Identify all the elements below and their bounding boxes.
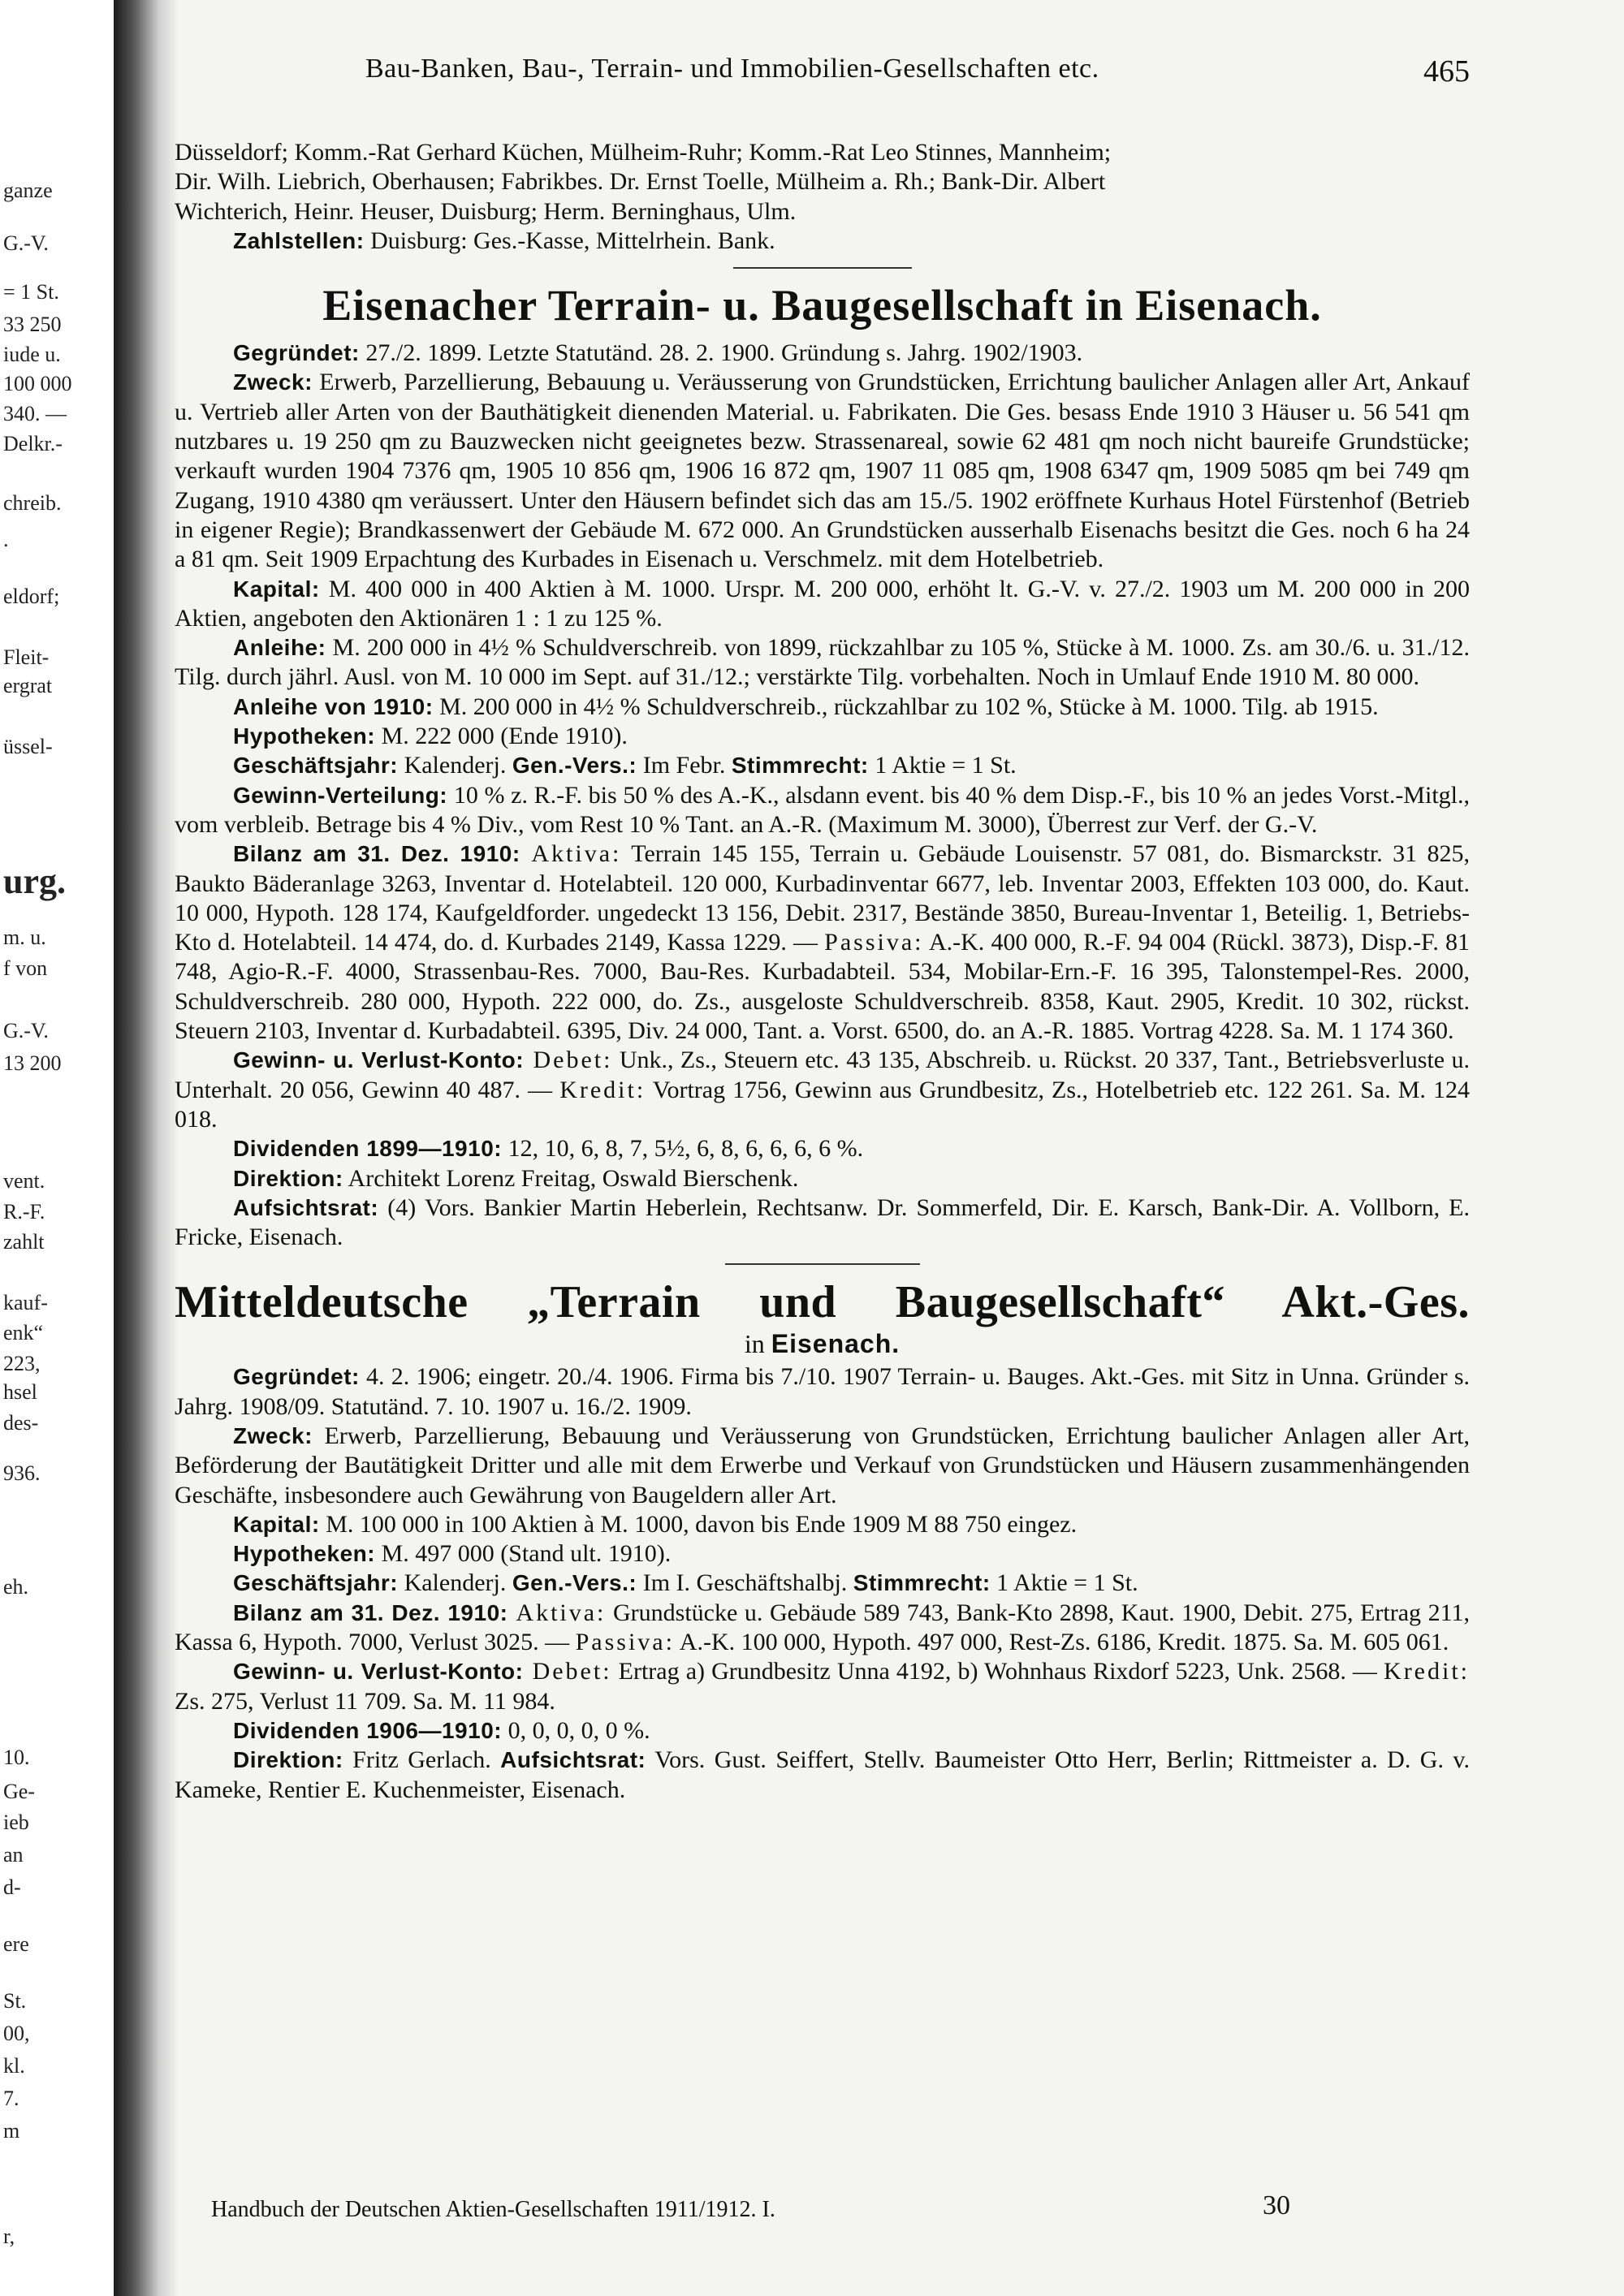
field-label: Zweck:: [233, 369, 313, 395]
field-sublabel: Passiva:: [824, 929, 924, 956]
field-label: Aufsichtsrat:: [500, 1747, 646, 1773]
field-label: Aufsichtsrat:: [233, 1194, 379, 1220]
facing-page-fragment: r,: [3, 2225, 15, 2248]
field-text: Zs. 275, Verlust 11 709. Sa. M. 11 984.: [175, 1687, 555, 1715]
facing-page-fragment: an: [3, 1843, 24, 1867]
field-text: Im I. Geschäftshalbj.: [637, 1569, 853, 1597]
entry-kapital: [175, 1510, 1470, 1539]
field-label: Hypotheken:: [233, 723, 376, 749]
facing-page-fragment: zahlt: [3, 1230, 45, 1254]
field-text: Grundstücke u. Gebäude 589 743, Bank-Kto 2898, Kaut. 1900, Debit. 275, Ertrag 211, Kassa 6, Hypoth. 7000, Verlust 3025. —: [175, 1599, 1470, 1656]
entry-gegruendet: [175, 1362, 1470, 1422]
field-label: Geschäftsjahr:: [233, 753, 399, 779]
field-label: Gewinn-Verteilung:: [233, 782, 448, 808]
facing-page-fragment: 340. —: [3, 402, 67, 425]
page-footer: [211, 2190, 1348, 2233]
field-text: M. 200 000 in 4½ % Schuldverschreib., rückzahlbar zu 102 %, Stücke à M. 1000. Tilg. ab 1915.: [433, 693, 1379, 720]
entry-title: Mitteldeutsche „Terrain und Baugesellschaft“ Akt.-Ges.: [175, 1277, 1470, 1328]
facing-page-fragment: .: [3, 528, 9, 551]
entry-gewinn-verlust: [175, 1046, 1470, 1134]
entry-subtitle: [175, 1328, 1470, 1359]
facing-page-fragment: 936.: [3, 1461, 41, 1485]
facing-page-fragment: d-: [3, 1875, 21, 1899]
facing-page-fragment: 33 250: [3, 313, 62, 336]
facing-page-fragment: = 1 St.: [3, 280, 59, 304]
subtitle-prefix: in: [744, 1329, 771, 1359]
running-head: [195, 54, 1470, 86]
field-text: A.-K. 400 000, R.-F. 94 004 (Rückl. 3873), Disp.-F. 81 748, Agio-R.-F. 4000, Strassenbau-Res. 7000, Bau-Res. Kurbadabteil. 534, Mobilar-Ern.-F. 16 395, Talonstempel-Res. 2000, Schuldverschreib. 280 000, Hypoth. 222 000, do. Zs., ausgeloste Schuldverschreib. 8358, Kaut. 2905, Kredit. 10 302, rückst. Steuern 2103, Inventar d. Kurbadabteil. 6395, Div. 24 000, Tant. a. Vorst. 6500, do. an A.-R. 1885. Vortrag 4228. Sa. M. 1 174 360.: [175, 929, 1470, 1045]
facing-page-fragment: f von: [3, 956, 48, 980]
facing-page-fragment: G.-V.: [3, 231, 49, 255]
field-label: Gen.-Vers.:: [512, 753, 637, 779]
field-text: Architekt Lorenz Freitag, Oswald Bierschenk.: [343, 1164, 799, 1192]
field-label: Stimmrecht:: [853, 1570, 991, 1596]
page-body: [175, 138, 1470, 1805]
field-label: Zahlstellen:: [233, 227, 365, 253]
field-text: A.-K. 100 000, Hypoth. 497 000, Rest-Zs. 6186, Kredit. 1875. Sa. M. 605 061.: [674, 1629, 1449, 1656]
field-text: Im Febr.: [637, 752, 732, 779]
footer-text: Handbuch der Deutschen Aktien-Gesellschaften 1911/1912. I.: [211, 2197, 775, 2222]
facing-page-fragment: urg.: [3, 861, 66, 901]
field-text: 0, 0, 0, 0, 0 %.: [502, 1716, 650, 1744]
field-sublabel: Kredit:: [1384, 1658, 1471, 1685]
field-text: Ertrag a) Grundbesitz Unna 4192, b) Wohnhaus Rixdorf 5223, Unk. 2568. —: [611, 1658, 1384, 1685]
facing-page-fragment: 10.: [3, 1746, 30, 1769]
field-label: Gegründet:: [233, 340, 360, 366]
field-text: 12, 10, 6, 8, 7, 5½, 6, 8, 6, 6, 6, 6 %.: [502, 1135, 864, 1163]
entry-zweck: [175, 368, 1470, 574]
facing-page-fragment: ieb: [3, 1810, 29, 1834]
entry-direktion-aufsichtsrat: [175, 1746, 1470, 1805]
field-text: M. 497 000 (Stand ult. 1910).: [375, 1540, 672, 1568]
entry-kapital: [175, 575, 1470, 634]
facing-page-fragment: Delkr.-: [3, 432, 63, 455]
field-label: Dividenden 1906—1910:: [233, 1717, 503, 1743]
prev-entry-line: Düsseldorf; Komm.-Rat Gerhard Küchen, Mülheim-Ruhr; Komm.-Rat Leo Stinnes, Mannheim;: [175, 139, 1112, 166]
facing-page-fragment: 00,: [3, 2022, 30, 2045]
field-text: Vortrag 1756, Gewinn aus Grundbesitz, Zs., Hotelbetrieb etc. 122 261. Sa. M. 124 018.: [175, 1076, 1470, 1133]
field-text: Kalenderj.: [398, 752, 512, 779]
facing-page-fragment: m. u.: [3, 926, 46, 949]
facing-page-fragment: des-: [3, 1411, 39, 1435]
facing-page-fragment: St.: [3, 1989, 27, 2013]
field-label: Gegründet:: [233, 1364, 360, 1390]
entry-gewinn-verlust: [175, 1657, 1470, 1716]
field-text: Kalenderj.: [398, 1569, 512, 1597]
field-text: Erwerb, Parzellierung, Bebauung und Veräusserung von Grundstücken, Errichtung baulicher Anlagen aller Art, Beförderung der Bautätigkeit Dritter und alle mit dem Erwerbe und Verkauf von Grundstücken und Häusern zusammenhängenden Geschäfte, insbesondere auch Gewährung von Baugeldern aller Art.: [175, 1422, 1470, 1508]
field-sublabel: Kredit:: [559, 1076, 646, 1103]
field-text: (4) Vors. Bankier Martin Heberlein, Rechtsanw. Dr. Sommerfeld, Dir. E. Karsch, Bank-Dir. A. Vollborn, E. Fricke, Eisenach.: [175, 1193, 1470, 1251]
field-label: Anleihe:: [233, 635, 326, 661]
field-label: Dividenden 1899—1910:: [233, 1136, 503, 1162]
field-sublabel: Aktiva:: [508, 1599, 607, 1626]
field-text: M. 222 000 (Ende 1910).: [375, 723, 628, 750]
facing-page-fragment: kauf-: [3, 1291, 48, 1314]
entry-zweck: [175, 1422, 1470, 1510]
entry-title: Eisenacher Terrain- u. Baugesellschaft in Eisenach.: [322, 281, 1322, 330]
field-text: Terrain 145 155, Terrain u. Gebäude Louisenstr. 57 081, do. Bismarckstr. 31 825, Baukto Bäderanlage 3263, Inventar d. Hotelabteil. 120 000, Kurbadinventar 6677, leb. Inventar 2003, Effekten 103 000, do. Kaut. 10 000, Hypoth. 128 174, Kaufgeldforder. ungedeckt 13 156, Debit. 2317, Bestände 3850, Bureau-Inventar 1, Beteilig. 1, Betriebs-Kto d. Hotelabteil. 14 474, do. d. Kurbades 2149, Kassa 1229. —: [175, 840, 1470, 956]
prev-entry-line: Wichterich, Heinr. Heuser, Duisburg; Herm. Berninghaus, Ulm.: [175, 197, 797, 225]
entry-gewinn-verteilung: [175, 781, 1470, 840]
field-label: Gewinn- u. Verlust-Konto:: [233, 1659, 524, 1685]
field-label: Hypotheken:: [233, 1541, 376, 1567]
entry-dividenden: [175, 1134, 1470, 1163]
entry-anleihe: [175, 633, 1470, 693]
field-text: 4. 2. 1906; eingetr. 20./4. 1906. Firma bis 7./10. 1907 Terrain- u. Bauges. Akt.-Ges. mit Sitz in Unna. Gründer s. Jahrg. 1908/09. Statutänd. 7. 10. 1907 u. 16./2. 1909.: [175, 1363, 1470, 1420]
field-label: Zweck:: [233, 1422, 313, 1448]
field-text: 1 Aktie = 1 St.: [868, 752, 1017, 779]
field-text: 1 Aktie = 1 St.: [990, 1569, 1138, 1597]
field-sublabel: Aktiva:: [520, 840, 622, 868]
field-label: Gen.-Vers.:: [512, 1570, 637, 1596]
field-label: Direktion:: [233, 1165, 343, 1191]
field-label: Gewinn- u. Verlust-Konto:: [233, 1047, 525, 1073]
field-text: M. 400 000 in 400 Aktien à M. 1000. Urspr. M. 200 000, erhöht lt. G.-V. v. 27./2. 1903 um M. 200 000 in 200 Aktien, angeboten den Aktionären 1 : 1 zu 125 %.: [175, 575, 1470, 632]
entry-geschaeftsjahr: [175, 1569, 1470, 1598]
entry-anleihe-1910: [175, 693, 1470, 722]
field-text: Duisburg: Ges.-Kasse, Mittelrhein. Bank.: [364, 227, 775, 254]
entry-aufsichtsrat: [175, 1193, 1470, 1253]
facing-page-fragment: eldorf;: [3, 585, 60, 608]
field-label: Bilanz am 31. Dez. 1910:: [233, 1599, 508, 1625]
entry-direktion: [175, 1164, 1470, 1193]
book-gutter-shadow: [114, 0, 179, 2296]
facing-page-fragment: Ge-: [3, 1780, 35, 1803]
facing-page-fragment: R.-F.: [3, 1200, 45, 1224]
facing-page-edge: [0, 0, 122, 2296]
field-label: Kapital:: [233, 576, 320, 602]
page-number: 465: [1423, 54, 1470, 88]
entry-geschaeftsjahr: [175, 751, 1470, 780]
entry-hypotheken: [175, 1539, 1470, 1569]
facing-page-fragment: ere: [3, 1932, 29, 1956]
field-sublabel: Debet:: [523, 1658, 612, 1685]
facing-page-fragment: enk“: [3, 1321, 44, 1344]
field-label: Stimmrecht:: [731, 753, 869, 779]
field-label: Kapital:: [233, 1511, 320, 1537]
subtitle-place: Eisenach.: [771, 1329, 901, 1359]
facing-page-fragment: Fleit-: [3, 645, 50, 669]
section-divider: [725, 1263, 920, 1265]
facing-page-fragment: G.-V.: [3, 1019, 49, 1042]
field-text: Fritz Gerlach.: [343, 1746, 501, 1774]
facing-page-fragment: eh.: [3, 1575, 29, 1599]
prev-entry-line: Dir. Wilh. Liebrich, Oberhausen; Fabrikbes. Dr. Ernst Toelle, Mülheim a. Rh.; Bank-Dir. Albert: [175, 168, 1106, 196]
facing-page-fragment: hsel: [3, 1380, 37, 1404]
field-label: Anleihe von 1910:: [233, 693, 434, 719]
entry-bilanz: [175, 839, 1470, 1046]
prev-entry-zahlstellen: [175, 227, 1470, 256]
field-text: Vors. Gust. Seiffert, Stellv. Baumeister Otto Herr, Berlin; Rittmeister a. D. G. v. Kameke, Rentier E. Kuchenmeister, Eisenach.: [175, 1746, 1470, 1803]
entry-hypotheken: [175, 722, 1470, 751]
field-label: Geschäftsjahr:: [233, 1570, 399, 1596]
facing-page-fragment: 13 200: [3, 1051, 62, 1075]
facing-page-fragment: ganze: [3, 179, 53, 202]
entry-gegruendet: [175, 339, 1470, 368]
facing-page-fragment: iude u.: [3, 343, 61, 366]
entry-bilanz: [175, 1599, 1470, 1658]
field-text: M. 100 000 in 100 Aktien à M. 1000, davon bis Ende 1909 M 88 750 eingez.: [319, 1510, 1078, 1538]
facing-page-fragment: vent.: [3, 1169, 45, 1193]
facing-page-fragment: 223,: [3, 1352, 41, 1375]
field-sublabel: Passiva:: [575, 1629, 675, 1656]
field-sublabel: Debet:: [524, 1047, 613, 1074]
field-text: 27./2. 1899. Letzte Statutänd. 28. 2. 1900. Gründung s. Jahrg. 1902/1903.: [359, 339, 1083, 367]
field-text: 10 % z. R.-F. bis 50 % des A.-K., alsdann event. bis 40 % dem Disp.-F., bis 10 % an jedes Vorst.-Mitgl., vom verbleib. Betrage bis 4 % Div., vom Rest 10 % Tant. an A.-R. (Maximum M. 3000), Überrest zur Verf. der G.-V.: [175, 781, 1470, 838]
running-title: Bau-Banken, Bau-, Terrain- und Immobilien-Gesellschaften etc.: [365, 54, 1099, 84]
facing-page-fragment: ergrat: [3, 674, 53, 697]
field-label: Direktion:: [233, 1747, 343, 1773]
field-label: Bilanz am 31. Dez. 1910:: [233, 841, 520, 867]
facing-page-fragment: chreib.: [3, 491, 62, 515]
field-text: Unk., Zs., Steuern etc. 43 135, Abschreib. u. Rückst. 20 337, Tant., Betriebsverluste u. Unterhalt. 20 056, Gewinn 40 487. —: [175, 1047, 1471, 1103]
facing-page-fragment: üssel-: [3, 735, 53, 758]
facing-page-fragment: kl.: [3, 2054, 25, 2078]
field-text: Erwerb, Parzellierung, Bebauung u. Veräusserung von Grundstücken, Errichtung baulicher Anlagen aller Art, Ankauf u. Vertrieb aller Arten von der Bauthätigkeit dienenden Material. u. Fabrikaten. Die Ges. besass Ende 1910 3 Häuser u. 56 541 qm nutzbares u. 19 250 qm zu Bauzwecken nicht geeignetes bezw. Strassenareal, sowie 62 481 qm noch nicht baureife Grundstücke; verkauft wurden 1904 7376 qm, 1905 10 856 qm, 1906 16 872 qm, 1907 11 085 qm, 1908 6347 qm, 1909 5085 qm bei 749 qm Zugang, 1910 4380 qm veräussert. Unter den Häusern befindet sich das am 15./5. 1902 eröffnete Kurhaus Hotel Fürstenhof (Betrieb in eigener Regie); Brandkassenwert der Gebäude M. 672 000. An Grundstücken ausserhalb Eisenachs besitzt die Ges. noch 6 ha 24 a 81 qm. Seit 1909 Erpachtung des Kurbades in Eisenach u. Verschmelz. mit dem Hotelbetrieb.: [175, 369, 1470, 573]
facing-page-fragment: 100 000: [3, 372, 72, 395]
section-divider: [733, 267, 912, 269]
entry-dividenden: [175, 1716, 1470, 1746]
facing-page-fragment: 7.: [3, 2087, 19, 2110]
facing-page-fragment: m: [3, 2119, 20, 2143]
field-text: M. 200 000 in 4½ % Schuldverschreib. von 1899, rückzahlbar zu 105 %, Stücke à M. 1000. Zs. am 30./6. u. 31./12. Tilg. durch jährl. Ausl. von M. 10 000 im Sept. auf 31./12.; verstärkte Tilg. vorbehalten. Noch in Umlauf Ende 1910 M. 80 000.: [175, 634, 1470, 691]
signature-mark: 30: [1263, 2190, 1290, 2220]
